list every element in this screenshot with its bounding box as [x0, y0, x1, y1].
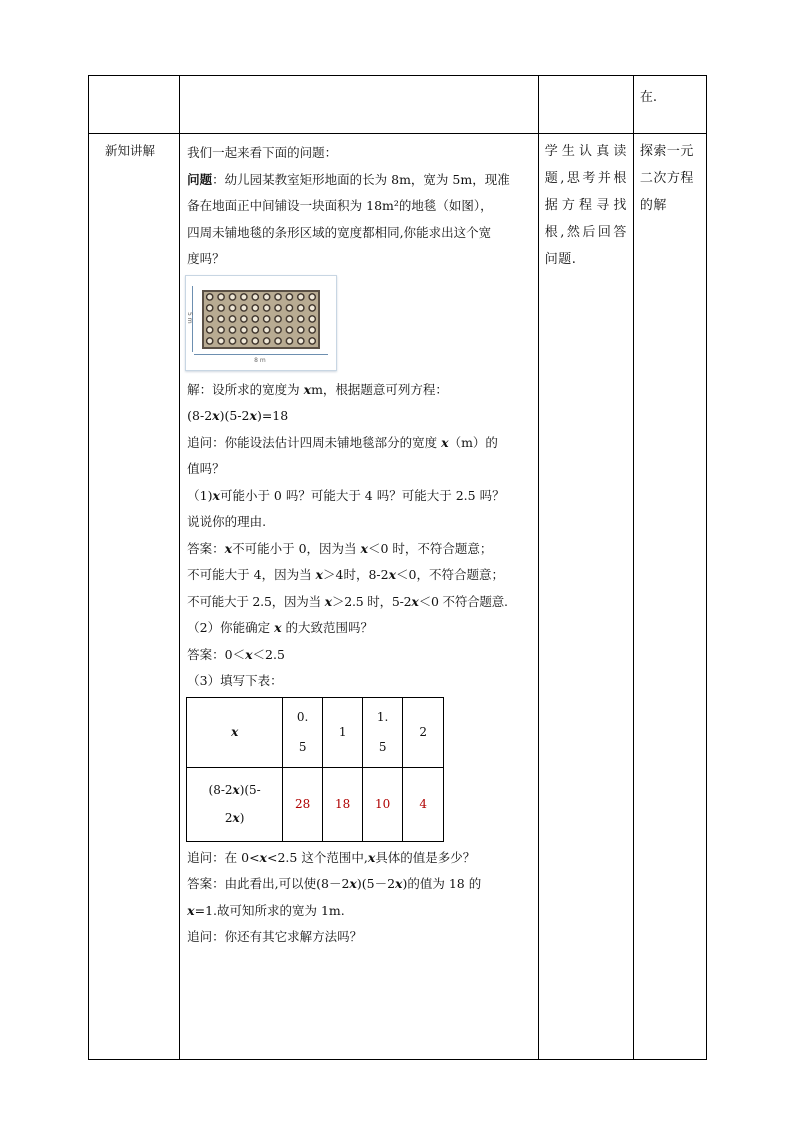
design-intent-text: 探索一元二次方程的解	[639, 144, 694, 213]
x-header: x	[187, 697, 283, 767]
problem-label: 问题	[187, 171, 213, 187]
final-answer-1: 答案：由此看出,可以使(8－2x)(5－2x)的值为 18 的	[187, 876, 482, 891]
values-table	[186, 697, 444, 842]
width-dimension-line	[194, 354, 328, 355]
x-value: 1	[323, 697, 363, 767]
answer-1b: 不可能大于 4，因为当 x＞4时，8-2x＜0，不符合题意；	[187, 567, 505, 582]
top-cell-2	[180, 76, 539, 134]
follow-up-3: 追问：你还有其它求解方法吗？	[187, 929, 363, 944]
top-cell-text: 在.	[639, 90, 657, 105]
x-value: 0. 5	[283, 697, 323, 767]
content-cell	[180, 134, 539, 1060]
problem-line-3: 四周未铺地毯的条形区域的宽度都相同,你能求出这个宽	[187, 224, 492, 240]
final-answer-2: x=1.故可知所求的宽为 1m.	[187, 902, 345, 918]
result-value: 18	[323, 767, 363, 841]
expression-header: (8-2x)(5- 2x)	[187, 767, 283, 841]
problem-line-2: 备在地面正中间铺设一块面积为 18m²的地毯（如图），	[187, 198, 493, 213]
result-value: 4	[403, 767, 444, 841]
top-row	[89, 76, 707, 134]
lesson-plan-table	[88, 75, 707, 1060]
answer-1a: 答案：x不可能小于 0，因为当 x＜0 时，不符合题意；	[187, 540, 493, 556]
answer-2: 答案：0＜x＜2.5	[187, 646, 285, 662]
design-intent-cell	[633, 134, 706, 1060]
question-1b: 说说你的理由.	[187, 514, 267, 529]
problem-line-1: 问题：幼儿园某教室矩形地面的长为 8m，宽为 5m，现准	[187, 171, 510, 187]
x-value: 1. 5	[363, 697, 403, 767]
result-value: 28	[283, 767, 323, 841]
solution-line-1: 解：设所求的宽度为 xm，根据题意可列方程：	[187, 381, 448, 397]
result-value: 10	[363, 767, 403, 841]
height-label: 5 m	[186, 311, 194, 324]
x-value: 2	[403, 697, 444, 767]
student-activity-text: 学生认真读题,思考并根据方程寻找根,然后回答问题.	[544, 144, 627, 267]
equation: (8-2x)(5-2x)=18	[187, 408, 289, 423]
top-cell-1	[89, 76, 180, 134]
follow-up-1b: 值吗？	[187, 461, 225, 476]
top-cell-4	[633, 76, 706, 134]
student-activity-cell	[538, 134, 633, 1060]
carpet-image	[202, 290, 320, 349]
result-row	[187, 767, 444, 841]
section-row	[89, 134, 707, 1060]
answer-1c: 不可能大于 2.5，因为当 x＞2.5 时，5-2x＜0 不符合题意.	[187, 593, 508, 609]
follow-up-2: 追问：在 0<x<2.5 这个范围中,x具体的值是多少？	[187, 849, 476, 865]
question-1: （1)x可能小于 0 吗？可能大于 4 吗？可能大于 2.5 吗？	[187, 487, 505, 503]
x-row	[187, 697, 444, 767]
width-label: 8 m	[254, 356, 266, 364]
question-2: （2）你能确定 x 的大致范围吗？	[187, 620, 374, 635]
carpet-figure	[185, 275, 337, 371]
top-cell-3	[538, 76, 633, 134]
section-label: 新知讲解	[105, 143, 156, 158]
intro-text: 我们一起来看下面的问题：	[187, 145, 338, 160]
follow-up-1: 追问：你能设法估计四周未铺地毯部分的宽度 x（m）的	[187, 434, 498, 450]
section-label-cell	[89, 134, 180, 1060]
question-3: （3）填写下表：	[187, 673, 283, 688]
problem-line-4: 度吗？	[187, 251, 225, 266]
